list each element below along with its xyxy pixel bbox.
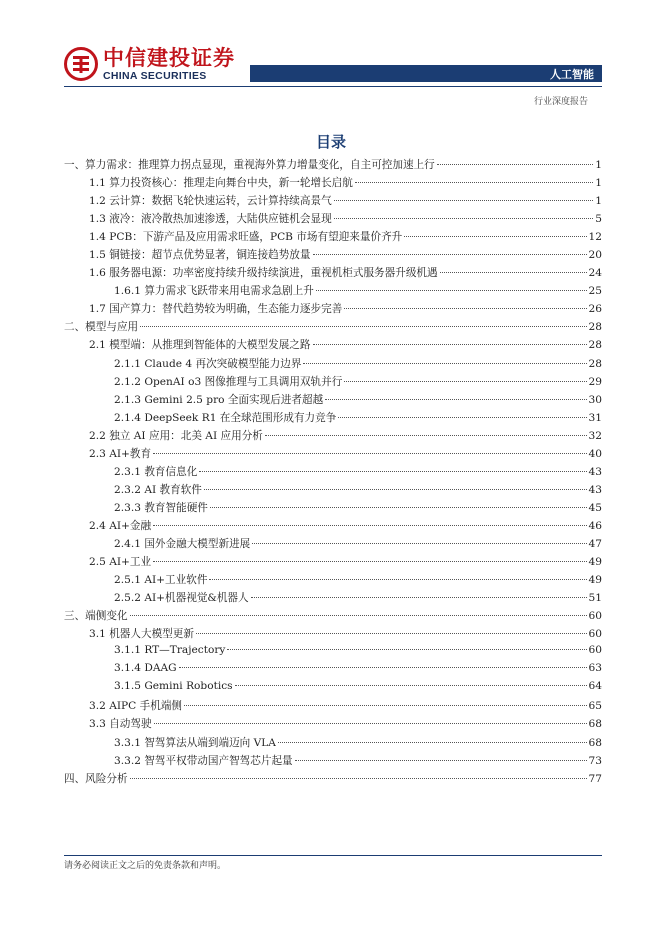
toc-entry[interactable]: [64, 590, 602, 608]
toc-leader-dots: [130, 778, 587, 779]
toc-entry[interactable]: [64, 500, 602, 518]
toc-page-number: 25: [588, 285, 602, 298]
toc-page-number: 43: [588, 465, 602, 478]
toc-page-number: 28: [588, 339, 602, 352]
toc-entry-text: 1.5 铜链接：超节点优势显著，铜连接趋势放量: [89, 249, 311, 262]
toc-leader-dots: [313, 344, 587, 345]
toc-page-number: 46: [588, 519, 602, 532]
toc-entry[interactable]: [64, 716, 602, 734]
footer-divider: [64, 855, 602, 856]
toc-entry-text: 3.1.4 DAAG: [114, 662, 177, 675]
toc-entry-text: 2.4.1 国外金融大模型新进展: [114, 537, 251, 550]
toc-entry[interactable]: [64, 175, 602, 193]
toc-entry-text: 1.3 液冷：液冷散热加速渗透，大陆供应链机会显现: [89, 213, 332, 226]
company-logo: [64, 46, 235, 82]
toc-page-number: 28: [588, 321, 602, 334]
toc-leader-dots: [344, 381, 586, 382]
toc-entry-text: 2.3.1 教育信息化: [114, 465, 198, 478]
toc-page-number: 65: [588, 700, 602, 713]
header-divider: [64, 86, 602, 87]
section-label: 人工智能: [550, 67, 594, 81]
header-section-bar: [250, 65, 602, 82]
toc-page-number: 1: [595, 177, 602, 190]
toc-title: 目录: [315, 133, 346, 151]
toc-entry[interactable]: [64, 283, 602, 301]
toc-entry-text: 2.1 模型端：从推理到智能体的大模型发展之路: [89, 339, 311, 352]
toc-page-number: 60: [588, 628, 602, 641]
toc-page-number: 29: [588, 375, 602, 388]
toc-page-number: 20: [588, 249, 602, 262]
toc-leader-dots: [140, 326, 586, 327]
toc-page-number: 28: [588, 357, 602, 370]
toc-entry-text: 3.1.1 RT—Trajectory: [114, 644, 226, 657]
toc-entry[interactable]: [64, 608, 602, 626]
toc-entry-text: 2.5.2 AI+机器视觉&机器人: [114, 592, 249, 605]
toc-page-number: 77: [588, 772, 602, 785]
toc-page-number: 47: [588, 537, 602, 550]
toc-entry-text: 2.1.2 OpenAI o3 图像推理与工具调用双轨并行: [114, 375, 343, 388]
citic-logo-icon: [64, 47, 98, 81]
toc-entry-text: 3.3.1 智驾算法从端到端迈向 VLA: [114, 736, 276, 749]
toc-entry-text: 一、算力需求：推理算力拐点显现，重视海外算力增量变化，自主可控加速上行: [64, 159, 435, 171]
toc-page-number: 45: [588, 501, 602, 514]
toc-leader-dots: [355, 182, 593, 183]
toc-page-number: 1: [595, 195, 602, 208]
toc-entry-text: 2.4 AI+金融: [89, 519, 152, 532]
toc-page-number: 12: [588, 231, 602, 244]
toc-entry[interactable]: [64, 211, 602, 229]
toc-entry-text: 2.3.3 教育智能硬件: [114, 501, 208, 514]
toc-entry-text: 三、端侧变化: [64, 610, 128, 623]
toc-entry[interactable]: [64, 428, 602, 446]
toc-leader-dots: [227, 649, 586, 650]
toc-entry-text: 2.1.1 Claude 4 再次突破模型能力边界: [114, 357, 302, 370]
toc-entry-text: 3.3 自动驾驶: [89, 718, 152, 731]
toc-entry[interactable]: [64, 698, 602, 716]
toc-leader-dots: [153, 453, 586, 454]
logo-english-name: CHINA SECURITIES: [103, 70, 207, 82]
toc-entry[interactable]: [64, 374, 602, 392]
toc-entry[interactable]: [64, 771, 602, 789]
toc-leader-dots: [325, 399, 586, 400]
toc-entry[interactable]: [64, 247, 602, 265]
toc-page-number: 5: [595, 213, 602, 226]
toc-entry[interactable]: [64, 410, 602, 428]
toc-leader-dots: [437, 164, 593, 165]
toc-leader-dots: [209, 579, 586, 580]
toc-entry[interactable]: [64, 626, 602, 644]
toc-page-number: 43: [588, 483, 602, 496]
toc-entry[interactable]: [64, 356, 602, 374]
toc-leader-dots: [334, 218, 594, 219]
toc-page-number: 63: [588, 662, 602, 675]
toc-leader-dots: [235, 685, 587, 686]
toc-leader-dots: [196, 633, 587, 634]
toc-page-number: 30: [588, 393, 602, 406]
toc-entry-text: 2.3 AI+教育: [89, 447, 152, 460]
toc-entry[interactable]: [64, 680, 602, 698]
toc-entry[interactable]: [64, 301, 602, 319]
toc-leader-dots: [210, 507, 587, 508]
toc-entry-text: 2.1.4 DeepSeek R1 在全球范围形成有力竞争: [114, 411, 337, 424]
toc-page-number: 68: [588, 736, 602, 749]
toc-entry[interactable]: [64, 662, 602, 680]
toc-entry[interactable]: [64, 265, 602, 283]
toc-entry-text: 2.5 AI+工业: [89, 556, 152, 569]
toc-leader-dots: [313, 254, 587, 255]
toc-entry-text: 1.1 算力投资核心：推理走向舞台中央，新一轮增长启航: [89, 177, 353, 190]
toc-entry[interactable]: [64, 536, 602, 554]
toc-entry[interactable]: [64, 229, 602, 247]
toc-page-number: 32: [588, 429, 602, 442]
report-type: 行业深度报告: [533, 97, 588, 107]
toc-leader-dots: [440, 272, 587, 273]
footer-disclaimer: 请务必阅读正文之后的免责条款和声明。: [64, 861, 227, 871]
toc-entry-text: 2.3.2 AI 教育软件: [114, 483, 202, 496]
toc-leader-dots: [295, 760, 587, 761]
toc-leader-dots: [153, 525, 586, 526]
toc-entry-text: 3.1 机器人大模型更新: [89, 628, 194, 641]
toc-entry[interactable]: [64, 446, 602, 464]
toc-entry-text: 1.2 云计算：数据飞轮快速运转，云计算持续高景气: [89, 195, 332, 208]
toc-leader-dots: [404, 236, 586, 237]
toc-leader-dots: [252, 543, 586, 544]
toc-entry-text: 四、风险分析: [64, 772, 128, 785]
toc-entry-text: 1.7 国产算力：替代趋势较为明确，生态能力逐步完善: [89, 303, 343, 316]
toc-page-number: 1: [595, 159, 602, 171]
toc-entry-text: 2.2 独立 AI 应用：北美 AI 应用分析: [89, 429, 263, 442]
toc-page-number: 40: [588, 447, 602, 460]
toc-page-number: 26: [588, 303, 602, 316]
toc-page-number: 49: [588, 574, 602, 587]
toc-leader-dots: [316, 290, 587, 291]
toc-entry[interactable]: [64, 753, 602, 771]
toc-leader-dots: [184, 705, 586, 706]
toc-leader-dots: [303, 363, 586, 364]
toc-entry-text: 1.6 服务器电源：功率密度持续升级持续演进，重视机柜式服务器升级机遇: [89, 267, 438, 280]
toc-entry-text: 3.2 AIPC 手机端侧: [89, 700, 183, 713]
toc-entry[interactable]: [64, 464, 602, 482]
toc-page-number: 49: [588, 556, 602, 569]
toc-leader-dots: [278, 742, 587, 743]
toc-entry-text: 3.1.5 Gemini Robotics: [114, 680, 233, 693]
toc-leader-dots: [154, 723, 587, 724]
toc-entry[interactable]: [64, 554, 602, 572]
toc-page-number: 51: [588, 592, 602, 605]
toc-page-number: 73: [588, 754, 602, 767]
toc-entry-text: 3.3.2 智驾平权带动国产智驾芯片起量: [114, 754, 293, 767]
toc-leader-dots: [204, 489, 587, 490]
toc-leader-dots: [251, 597, 587, 598]
toc-entry[interactable]: [64, 193, 602, 211]
toc-entry[interactable]: [64, 482, 602, 500]
toc-leader-dots: [153, 561, 586, 562]
toc-page-number: 68: [588, 718, 602, 731]
toc-entry[interactable]: [64, 337, 602, 355]
toc-page-number: 60: [588, 644, 602, 657]
toc-entry-text: 二、模型与应用: [64, 321, 139, 334]
toc-entry[interactable]: [64, 157, 602, 175]
toc-entry-text: 1.4 PCB：下游产品及应用需求旺盛，PCB 市场有望迎来量价齐升: [89, 231, 403, 244]
toc-entry[interactable]: [64, 572, 602, 590]
toc-entry-text: 2.1.3 Gemini 2.5 pro 全面实现后进者超越: [114, 393, 324, 406]
toc-entry-text: 1.6.1 算力需求飞跃带来用电需求急剧上升: [114, 285, 314, 298]
toc-entry[interactable]: [64, 392, 602, 410]
toc-page-number: 31: [588, 411, 602, 424]
toc-leader-dots: [179, 667, 587, 668]
toc-leader-dots: [265, 435, 587, 436]
toc-leader-dots: [130, 615, 587, 616]
toc-entry[interactable]: [64, 319, 602, 337]
toc-leader-dots: [199, 471, 586, 472]
toc-leader-dots: [338, 417, 586, 418]
toc-page-number: 64: [588, 680, 602, 693]
toc-page-number: 24: [588, 267, 602, 280]
logo-chinese-name: 中信建投证券: [103, 46, 235, 70]
toc-page-number: 60: [588, 610, 602, 623]
toc-leader-dots: [344, 308, 586, 309]
table-of-contents: [64, 157, 602, 789]
toc-entry[interactable]: [64, 518, 602, 536]
toc-leader-dots: [334, 200, 594, 201]
toc-entry-text: 2.5.1 AI+工业软件: [114, 574, 208, 587]
toc-entry[interactable]: [64, 735, 602, 753]
toc-entry[interactable]: [64, 644, 602, 662]
